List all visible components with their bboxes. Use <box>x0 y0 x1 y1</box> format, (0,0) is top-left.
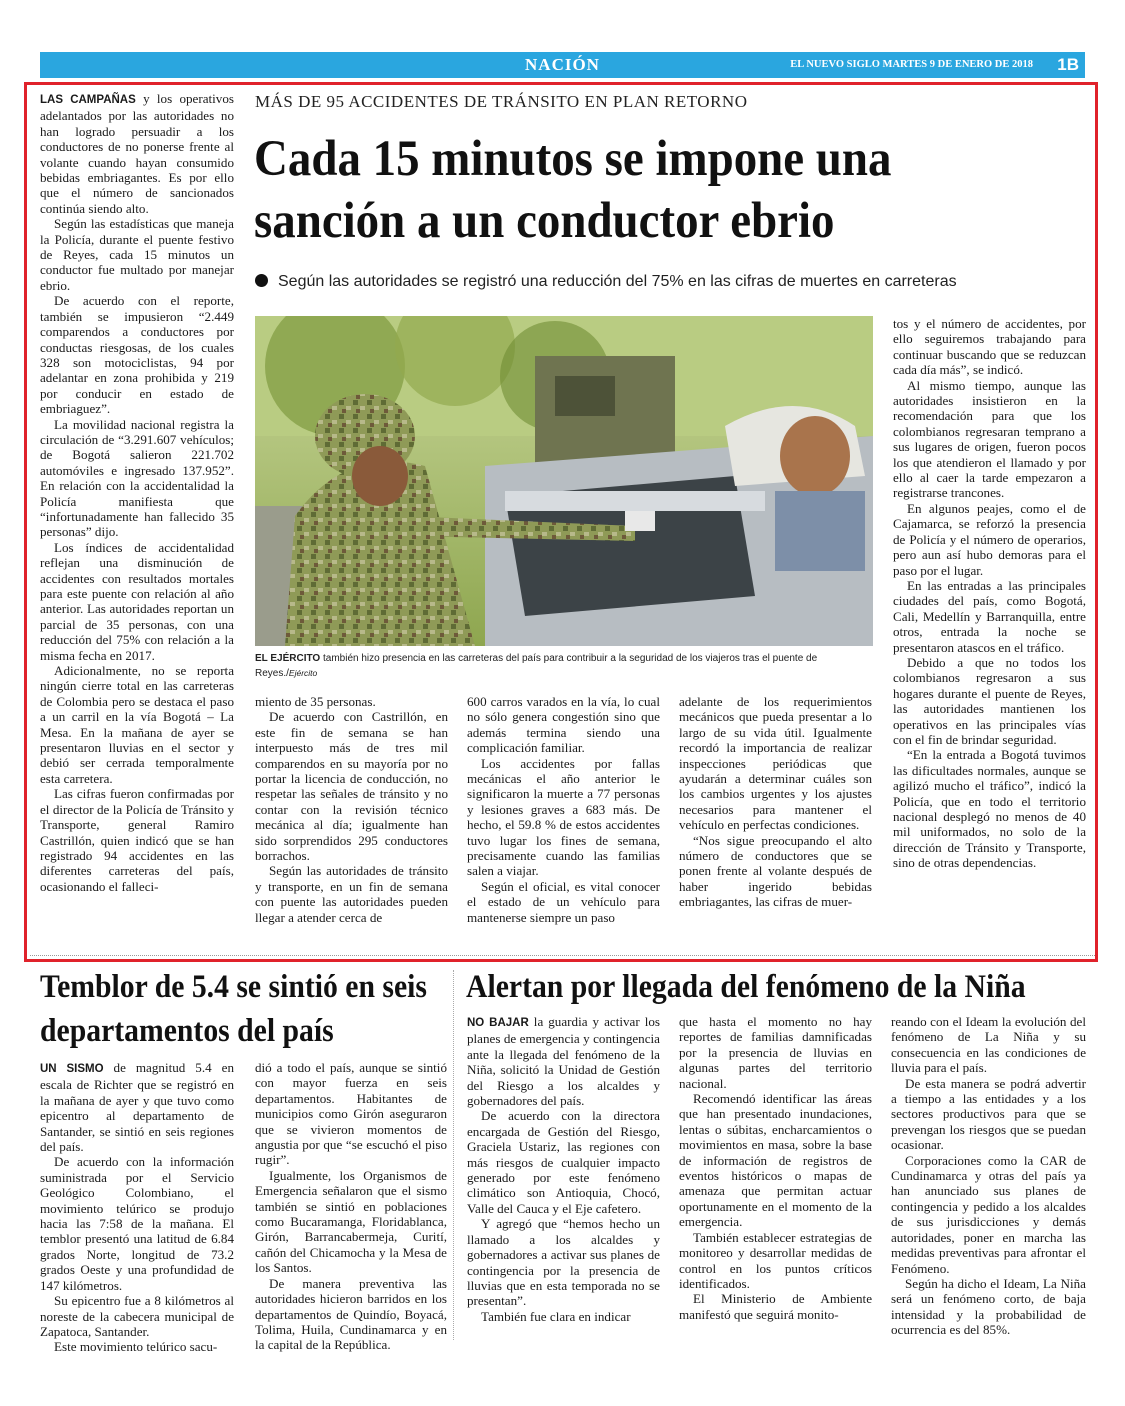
caption-lead: EL EJÉRCITO <box>255 653 321 664</box>
nina-column-1 <box>467 1014 660 1324</box>
paragraph: Según las estadísticas que maneja la Policía, durante el puente festivo de Reyes, cada 15 minutos un conductor fue multado por manejar ebrio. <box>40 216 234 293</box>
lead-paragraph <box>40 1060 234 1154</box>
quake-column-2 <box>255 1060 447 1353</box>
paragraph: Igualmente, los Organismos de Emergencia señalaron que el sismo también se sintió en poblaciones como Bucaramanga, Floridablanca, Girón, Barrancabermeja, Curití, cañón del Chicamocha y la Mesa de los Santos. <box>255 1167 447 1276</box>
paragraph: Recomendó identificar las áreas que han presentado inundaciones, lentas o súbitas, encharcamientos o movimientos en masa, sobre la base de información de registros de eventos históricos o mapas de amenaza que permitan actuar oportunamente en el momento de la emergencia. <box>679 1091 872 1230</box>
caption-credit: Ejército <box>288 668 318 678</box>
nina-headline: Alertan por llegada del fenómeno de la Niña <box>466 969 1026 1005</box>
lead-caps: LAS CAMPAÑAS <box>40 94 136 106</box>
paragraph: dió a todo el país, aunque se sintió con mayor fuerza en seis departamentos. Habitantes de municipios como Girón aseguraron que se vivieron momentos de angustia por que “se escuchó el piso rugir”. <box>255 1060 447 1168</box>
paragraph: Su epicentro fue a 8 kilómetros al noreste de la cabecera municipal de Zapatoca, Santander. <box>40 1293 234 1339</box>
paragraph: Los índices de accidentalidad reflejan una disminución de accidentes con resultados mortales para este puente con relación al año anterior. Las autoridades reportan un parcial de 35 personas, con una reducción del 75% con relación a la misma fecha en 2017. <box>40 539 234 663</box>
subhead-text: Según las autoridades se registró una reducción del 75% en las cifras de muertes en carreteras <box>278 273 957 290</box>
article-photo <box>255 316 873 646</box>
paragraph: En algunos peajes, como el de Cajamarca, se reforzó la presencia de Policía y el número de operarios, pero aun así hubo demoras para el paso por el lugar. <box>893 500 1086 578</box>
bullet-icon <box>255 274 268 287</box>
paragraph: Este movimiento telúrico sacu- <box>54 1339 218 1355</box>
page-number: 1B <box>1057 55 1079 74</box>
paragraph: Según las autoridades de tránsito y transporte, en un fin de semana con puente las autoridades pueden llegar a atender cerca de <box>255 863 448 925</box>
paragraph: El Ministerio de Ambiente manifestó que seguirá monito- <box>679 1291 872 1322</box>
paragraph: 600 carros varados en la vía, lo cual no sólo genera congestión sino que además termina siendo una complicación familiar. <box>467 694 660 756</box>
paragraph: Las cifras fueron confirmadas por el director de la Policía de Tránsito y Transporte, general Ramiro Castrillón, quien indicó que se han registrado 94 accidentes en las diferentes carreteras del país, ocasionando el falleci- <box>40 786 234 894</box>
quake-headline: Temblor de 5.4 se sintió en seis departamentos del país <box>40 969 427 1049</box>
paragraph: Adicionalmente, no se reporta ningún cierre total en las carreteras de Colombia pero se destaca el paso a un carril en la vía Bogotá – La Mesa. En la mañana de ayer se presentaron lluvias en el sector y debió ser cerrada temporalmente esta carretera. <box>40 663 234 786</box>
nina-column-3 <box>891 1014 1086 1338</box>
paragraph: La movilidad nacional registra la circulación de “3.291.607 vehículos; de Bogotá salieron 221.702 automóviles e ingresado 137.952”. En relación con la accidentalidad la Policía manifiesta que “infortunadamente han fallecido 35 personas” dijo. <box>40 416 234 540</box>
lead-text: y los operativos adelantados por las autoridades no han logrado persuadir a los conductores de no ponerse frente al volante cuando hayan consumido bebidas embriagantes. Es por ello que el número de sancionados continúa siendo alto. <box>40 91 234 216</box>
paragraph: Según el oficial, es vital conocer el estado de un vehículo para mantenerse siempre un paso <box>467 878 660 925</box>
paragraph: Corporaciones como la CAR de Cundinamarca y otras del país ya han anunciado sus planes de contingencia y pedido a los alcaldes de sus jurisdicciones y demás autoridades, poner en marcha las medidas preventivas para afrontar el Fenómeno. <box>891 1152 1086 1276</box>
paragraph: Al mismo tiempo, aunque las autoridades insistieron en la recomendación para que los colombianos regresaran temprano a sus lugares de origen, fueron pocos los que atendieron el llamado y por ello al caer la tarde empezaron a registrarse trancones. <box>893 377 1086 501</box>
lead-text: de magnitud 5.4 en escala de Richter que se registró en la mañana de ayer y que tuvo como epicentro al departamento de Santander, se sintió en seis regiones del país. <box>40 1060 234 1155</box>
paragraph: En las entradas a las principales ciudades del país, como Bogotá, Cali, Medellín y Barranquilla, entre otros, entrada la noche se presentaron atascos en el tráfico. <box>893 577 1086 655</box>
issue-date: EL NUEVO SIGLO MARTES 9 DE ENERO DE 2018 <box>790 59 1033 70</box>
paragraph: tos y el número de accidentes, por ello seguiremos trabajando para continuar buscando que se reduzcan cada día más”, se indicó. <box>893 316 1086 378</box>
lead-paragraph <box>467 1014 660 1108</box>
paragraph: reando con el Ideam la evolución del fenómeno de La Niña y su consecuencia en las condiciones de lluvia para el país. <box>891 1014 1086 1076</box>
paragraph: También fue clara en indicar <box>481 1308 631 1324</box>
paragraph: Los accidentes por fallas mecánicas el año anterior le significaron la muerte a 77 personas y lesiones graves a 683 más. De hecho, el 59.8 % de estos accidentes tuvo lugar los fines de semana, precisamente cuando las familias salen a viajar. <box>467 755 660 879</box>
paragraph: “Nos sigue preocupando el alto número de conductores que se ponen frente al volante después de haber ingerido bebidas embriagantes, las cifras de muer- <box>679 832 872 910</box>
photo-caption <box>255 652 870 681</box>
paragraph: De acuerdo con la directora encargada de Gestión del Riesgo, Graciela Ustariz, las regiones con más riesgos de cualquier impacto generado por este fenómeno climático son Antioquia, Chocó, Valle del Cauca y el Eje cafetero. <box>467 1108 660 1216</box>
main-article-column-5 <box>893 316 1086 871</box>
soldier-driver-photo-icon <box>255 316 873 646</box>
main-article-column-3 <box>467 694 660 925</box>
nina-column-2 <box>679 1014 872 1322</box>
paragraph: De acuerdo con el reporte, también se impusieron “2.449 comparendos a conductores por conductas riesgosas, de los cuales 328 son motociclistas, 94 por adelantar en zona prohibida y 219 por conducir en estado de embriaguez”. <box>40 293 234 417</box>
paragraph: De acuerdo con Castrillón, en este fin de semana se han interpuesto más de tres mil comparendos en su mayoría por no portar la licencia de conducción, no respetar las señales de tránsito y no contar con la revisión técnico mecánica al día; igualmente han sido sorprendidos 295 conductores borrachos. <box>255 709 448 864</box>
paragraph: Debido a que no todos los colombianos regresaron a sus hogares durante el puente de Reyes, las autoridades mantienen los operativos en las principales vías con el fin de brindar seguridad. <box>893 654 1086 747</box>
section-divider <box>30 955 1095 956</box>
paragraph: Según ha dicho el Ideam, La Niña será un fenómeno corto, de baja intensidad y la probabilidad de ocurrencia es del 85%. <box>891 1275 1086 1338</box>
paragraph: “En la entrada a Bogotá tuvimos las dificultades normales, aunque se agilizó mucho el tráfico”, indicó la Policía, que en todo el territorio nacional desplegó no menos de 40 mil uniformados, no solo de la dirección de Tránsito y Transporte, sino de otras dependencias. <box>893 747 1086 871</box>
main-article-column-1 <box>40 91 234 894</box>
section-name: NACIÓN <box>525 55 600 74</box>
lead-paragraph <box>40 91 234 216</box>
article-kicker: MÁS DE 95 ACCIDENTES DE TRÁNSITO EN PLAN RETORNO <box>255 92 748 111</box>
page-header-bar <box>40 52 1085 78</box>
article-headline: Cada 15 minutos se impone una sanción a un conductor ebrio <box>254 131 892 249</box>
paragraph: miento de 35 personas. <box>255 694 376 709</box>
main-article-column-4 <box>679 694 872 910</box>
lead-text: la guardia y activar los planes de emergencia y contingencia ante la llegada del fenómeno de la Niña, solicitó la Unidad de Gestión del Riesgo a los alcaldes y gobernadores del país. <box>467 1014 660 1109</box>
paragraph: También establecer estrategias de monitoreo y desarrollar medidas de control en los puntos críticos identificados. <box>679 1229 872 1291</box>
paragraph: De manera preventiva las autoridades hicieron barridos en los departamentos de Quindío, Boyacá, Tolima, Huila, Cundinamarca y en la capital de la República. <box>255 1275 447 1353</box>
quake-column-1 <box>40 1060 234 1355</box>
paragraph: Y agregó que “hemos hecho un llamado a los alcaldes y gobernadores a activar sus planes de contingencia por la presencia de lluvias que en esta temporada no se presentan”. <box>467 1216 660 1309</box>
lead-caps: NO BAJAR <box>467 1017 529 1029</box>
paragraph: De esta manera se podrá advertir a tiempo a las entidades y a los sectores productivos para que se prevengan los riesgos que se puedan ocasionar. <box>891 1075 1086 1153</box>
paragraph: adelante de los requerimientos mecánicos que pueda presentar a lo largo de su vida útil. Igualmente recordó la importancia de realizar inspecciones periódicas que ayudarán a determinar cuáles son los cambios urgentes y los ajustes necesarios para mantener el vehículo en perfectas condiciones. <box>679 694 872 833</box>
main-article-column-2 <box>255 694 448 925</box>
paragraph: De acuerdo con la información suministrada por el Servicio Geológico Colombiano, el movimiento telúrico se produjo hacia las 7:58 de la mañana. El temblor presentó una latitud de 6.84 grados Norte, longitud de 73.2 grados Oeste y una profundidad de 147 kilómetros. <box>40 1154 234 1293</box>
caption-text: también hizo presencia en las carreteras del país para contribuir a la seguridad de los viajeros tras el puente de Reyes./ <box>255 653 818 679</box>
article-subhead <box>255 273 1085 291</box>
column-divider <box>453 970 454 1340</box>
lead-caps: UN SISMO <box>40 1063 104 1075</box>
paragraph: que hasta el momento no hay reportes de familias damnificadas por la presencia de lluvias en algunas partes del territorio nacional. <box>679 1014 872 1091</box>
